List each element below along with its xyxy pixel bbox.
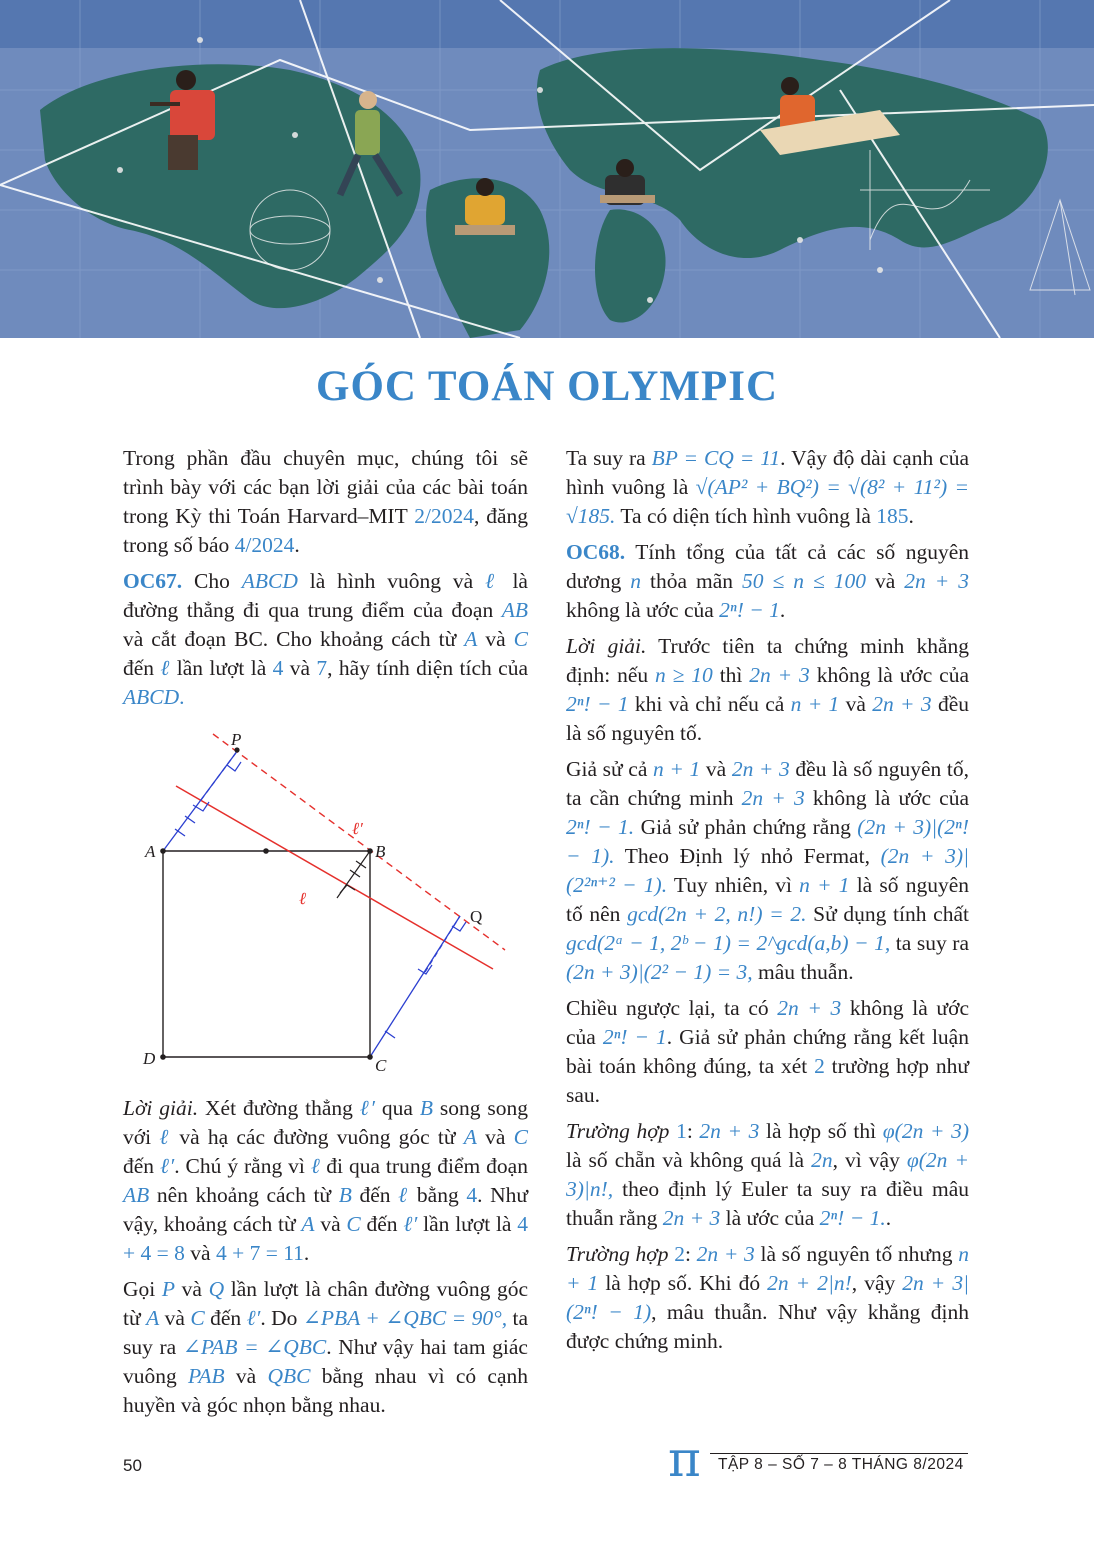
solution-oc68-claim: Lời giải. Trước tiên ta chứng minh khẳng định: nếu n ≥ 10 thì 2n + 3 không là ước của 2ⁿ! − 1 khi và chỉ nếu cả n + 1 và 2n + 3 đều là số nguyên tố.: [566, 634, 970, 745]
label-b: B: [375, 842, 386, 861]
problem-label: OC68.: [566, 540, 626, 564]
page-number: 50: [123, 1456, 142, 1475]
solution-oc68-converse: Chiều ngược lại, ta có 2n + 3 không là ước của 2ⁿ! − 1. Giả sử phản chứng rằng kết luận bài toán không đúng, ta xét 2 trường hợp như sau.: [566, 996, 969, 1107]
problem-label: OC67.: [123, 569, 183, 593]
left-column: [123, 444, 528, 1427]
geometry-figure: [123, 726, 528, 1076]
solution-oc68-case1: Trường hợp 1: 2n + 3 là hợp số thì φ(2n + 3) là số chẵn và không quá là 2n, vì vậy φ(2n + 3)|n!, theo định lý Euler ta suy ra điều mâu thuẫn rằng 2n + 3 là ước của 2ⁿ! − 1..: [566, 1119, 969, 1230]
solution-oc67-part1: Lời giải. Xét đường thẳng ℓ′ qua B song song với ℓ và hạ các đường vuông góc từ A và C đến ℓ′. Chú ý rằng vì ℓ đi qua trung điểm đoạn AB nên khoảng cách từ B đến ℓ bằng 4. Như vậy, khoảng cách từ A và C đến ℓ′ lần lượt là 4 + 4 = 8 và 4 + 7 = 11.: [123, 1096, 529, 1265]
label-d: D: [143, 1049, 156, 1068]
solution-oc68-forward: Giả sử cả n + 1 và 2n + 3 đều là số nguyên tố, ta cần chứng minh 2n + 3 không là ước của 2ⁿ! − 1. Giả sử phản chứng rằng (2n + 3)|(2ⁿ! − 1). Theo Định lý nhỏ Fermat, (2n + 3)|(2²ⁿ⁺² − 1). Tuy nhiên, vì n + 1 là số nguyên tố nên gcd(2n + 2, n!) = 2. Sử dụng tính chất gcd(2ᵃ − 1, 2ᵇ − 1) = 2^gcd(a,b) − 1, ta suy ra (2n + 3)|(2² − 1) = 3, mâu thuẫn.: [566, 757, 969, 984]
solution-oc67-conclusion: Ta suy ra BP = CQ = 11. Vậy độ dài cạnh của hình vuông là √(AP² + BQ²) = √(8² + 11²) = √185. Ta có diện tích hình vuông là 185.: [566, 446, 969, 528]
right-column: [566, 444, 969, 1363]
label-a: A: [145, 842, 156, 861]
footer-rule: [710, 1453, 968, 1454]
perp-a-p: [163, 750, 238, 851]
label-l-prime: ℓ′: [352, 819, 363, 838]
label-c: C: [375, 1056, 387, 1075]
line-l: [176, 786, 493, 969]
problem-oc68: OC68. Tính tổng của tất cả các số nguyên dương n thỏa mãn 50 ≤ n ≤ 100 và 2n + 3 không là ước của 2ⁿ! − 1.: [566, 540, 970, 622]
issue-footer: [668, 1430, 968, 1488]
issue-label: TẬP 8 – SỐ 7 – 8 THÁNG 8/2024: [718, 1456, 964, 1473]
solution-oc67-part2: Gọi P và Q lần lượt là chân đường vuông góc từ A và C đến ℓ′. Do ∠PBA + ∠QBC = 90°, ta suy ra ∠PAB = ∠QBC. Như vậy hai tam giác vuông PAB và QBC bằng nhau vì có cạnh huyền và góc nhọn bằng nhau.: [123, 1277, 529, 1417]
intro-paragraph: Trong phần đầu chuyên mục, chúng tôi sẽ trình bày với các bạn lời giải của các bài toán trong Kỳ thi Toán Harvard–MIT 2/2024, đăng trong số báo 4/2024.: [123, 446, 528, 557]
label-q: Q: [470, 907, 483, 926]
square-abcd: [163, 851, 370, 1057]
solution-oc68-case2: Trường hợp 2: 2n + 3 là số nguyên tố nhưng n + 1 là hợp số. Khi đó 2n + 2|n!, vậy 2n + 3|(2ⁿ! − 1), mâu thuẫn. Như vậy khẳng định được chứng minh.: [566, 1242, 969, 1353]
line-l-prime: [213, 734, 505, 950]
label-p: P: [231, 730, 242, 749]
pi-logo-icon: π: [668, 1430, 701, 1488]
label-l: ℓ: [299, 889, 307, 908]
page-title: GÓC TOÁN OLYMPIC: [316, 363, 778, 410]
problem-oc67: OC67. Cho ABCD là hình vuông và ℓ là đường thẳng đi qua trung điểm của đoạn AB và cắt đoạn BC. Cho khoảng cách từ A và C đến ℓ lần lượt là 4 và 7, hãy tính diện tích của ABCD.: [123, 569, 529, 709]
banner-illustration: [0, 0, 1094, 338]
